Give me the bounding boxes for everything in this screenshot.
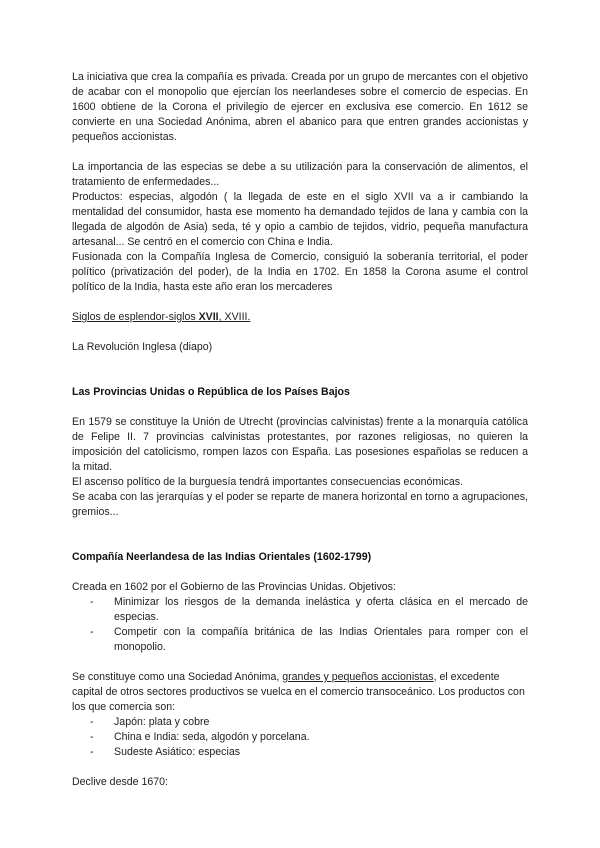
list-item <box>72 595 528 625</box>
list-item-text: Sudeste Asiático: especias <box>114 746 241 758</box>
paragraph-productos: Productos: especias, algodón ( la llegada de este en el siglo XVII va a ir cambiando la mentalidad del consumidor, hasta ese momento ha demandado tejidos de lana y cambia con la llegada de algodón de Asia) seda, té y opio a cambio de tejidos, vidrio, pequeña manufactura artesanal... Se centró en el comercio con China e India. <box>72 191 528 248</box>
paragraph-sociedad <box>72 670 528 715</box>
bullet-dash: - <box>90 731 94 743</box>
document-page <box>72 70 528 790</box>
paragraph-especias: La importancia de las especias se debe a su utilización para la conservación de alimentos, el tratamiento de enfermedades... <box>72 161 528 188</box>
list-item-text: Japón: plata y cobre <box>114 716 210 728</box>
list-item <box>72 730 528 745</box>
bullet-dash: - <box>90 626 94 638</box>
bullet-dash: - <box>90 746 94 758</box>
paragraph-revolucion: La Revolución Inglesa (diapo) <box>72 341 213 353</box>
siglos-bold: XVII <box>198 311 219 323</box>
list-item-text: Competir con la compañía británica de las Indias Orientales para romper con el monopolio. <box>114 626 528 653</box>
heading-provincias: Las Provincias Unidas o República de los Países Bajos <box>72 386 350 398</box>
objetivos-list <box>72 595 528 655</box>
list-item <box>72 715 528 730</box>
sociedad-prefix: Se constituye como una Sociedad Anónima, <box>72 671 283 683</box>
paragraph-declive: Declive desde 1670: <box>72 776 168 788</box>
productos-list <box>72 715 528 760</box>
heading-compania: Compañía Neerlandesa de las Indias Orientales (1602-1799) <box>72 551 372 563</box>
paragraph-intro: La iniciativa que crea la compañía es privada. Creada por un grupo de mercantes con el objetivo de acabar con el monopolio que ejercían los neerlandeses sobre el comercio de especias. En 1600 obtiene de la Corona el privilegio de ejercer en exclusiva ese comercio. En 1612 se convierte en una Sociedad Anónima, abren el abanico para que entren grandes accionistas y pequeños accionistas. <box>72 71 528 143</box>
paragraph-fusionada: Fusionada con la Compañía Inglesa de Comercio, consiguió la soberanía territorial, el poder político (privatización del poder), de la India en 1702. En 1858 la Corona asume el control político de la India, hasta este año eran los mercaderes <box>72 251 528 293</box>
bullet-dash: - <box>90 716 94 728</box>
paragraph-provincias-2: El ascenso político de la burguesía tendrá importantes consecuencias económicas. <box>72 476 464 488</box>
list-item-text: China e India: seda, algodón y porcelana. <box>114 731 310 743</box>
sociedad-underlined: grandes y pequeños accionistas <box>282 671 434 683</box>
siglos-line <box>72 310 528 325</box>
paragraph-creada: Creada en 1602 por el Gobierno de las Provincias Unidas. Objetivos: <box>72 581 396 593</box>
list-item <box>72 625 528 655</box>
siglos-suffix: , XVIII. <box>218 311 251 323</box>
paragraph-provincias-3: Se acaba con las jerarquías y el poder se reparte de manera horizontal en torno a agrupaciones, gremios... <box>72 491 528 518</box>
sociedad-suffix: , el excedente capital de otros sectores productivos se vuelca en el comercio transoceánico. Los productos con los que comercia son: <box>72 671 525 713</box>
paragraph-provincias-1: En 1579 se constituye la Unión de Utrecht (provincias calvinistas) frente a la monarquía católica de Felipe II. 7 provincias calvinistas protestantes, por razones religiosas, no quieren la imposición del catolicismo, rompen lazos con España. Las posesiones españolas se reducen a la mitad. <box>72 416 528 473</box>
list-item <box>72 745 528 760</box>
bullet-dash: - <box>90 596 94 608</box>
list-item-text: Minimizar los riesgos de la demanda inelástica y oferta clásica en el mercado de especias. <box>114 596 528 623</box>
siglos-prefix: Siglos de esplendor-siglos <box>72 311 199 323</box>
